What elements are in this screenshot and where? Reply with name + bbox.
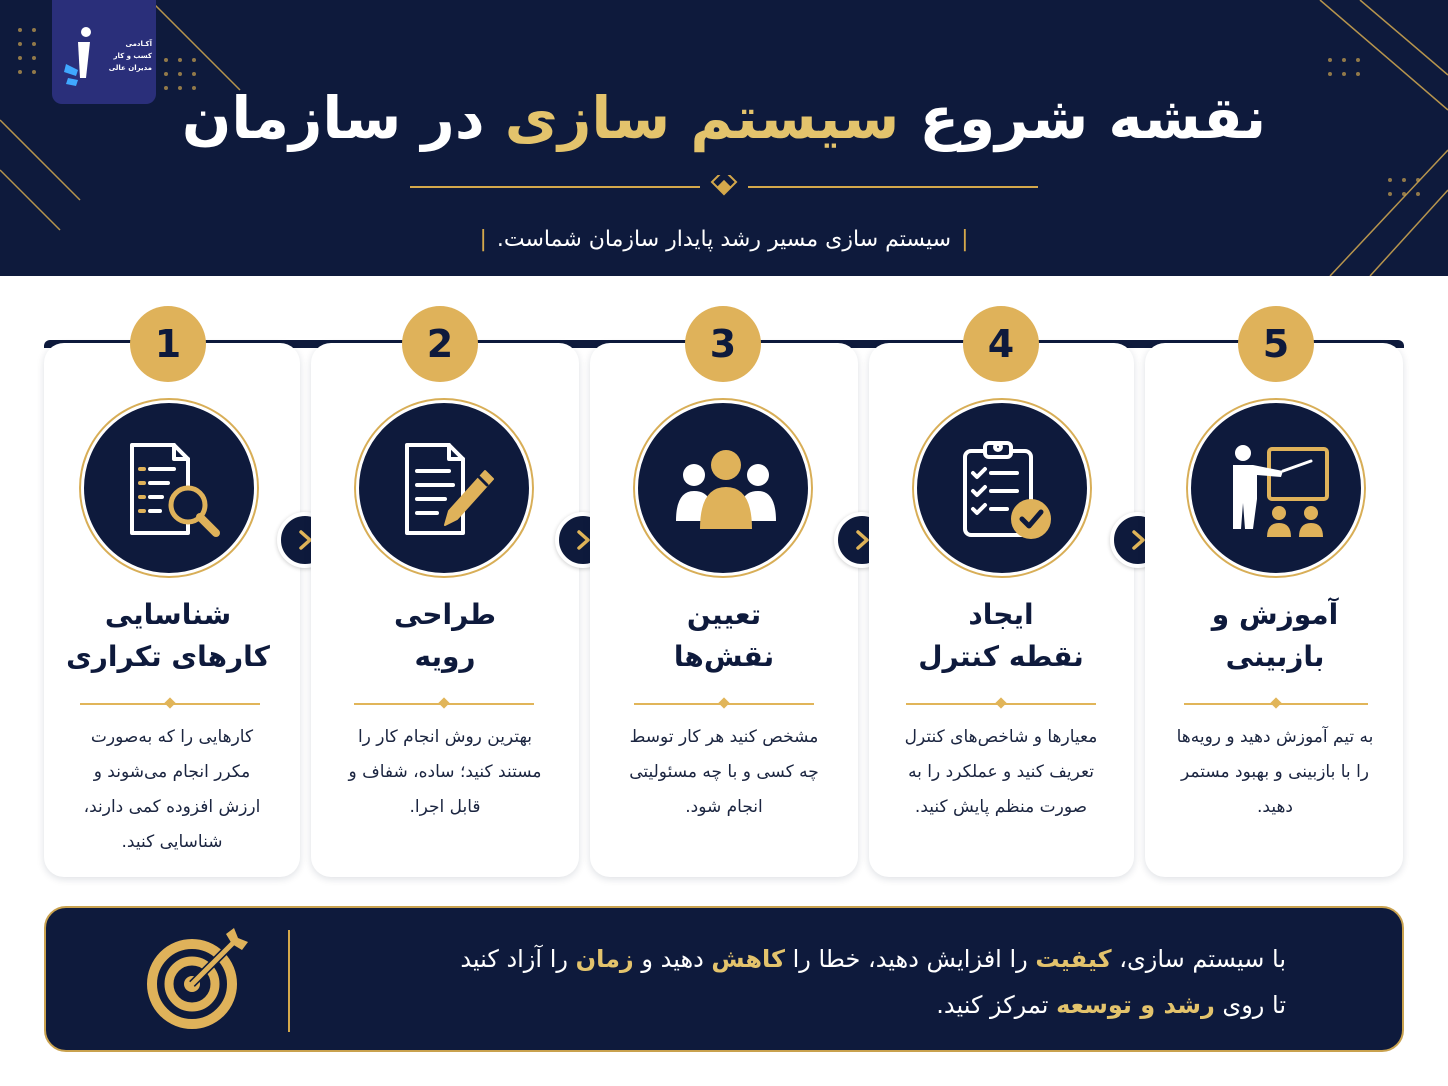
title-highlight: سیستم سازی [504,84,900,152]
step-divider-5 [1184,703,1368,705]
step-divider-3 [634,703,814,705]
summary-text-4: را آزاد کنید [460,945,576,973]
step-title-1-line-2: کارهای تکراری [66,640,270,673]
logo-line-2: کسب و کار [113,52,152,60]
step-title-4 [881,594,1121,678]
step-number-4: 4 [963,306,1039,382]
document-pencil-icon [397,441,497,541]
step-icon-circle-4 [914,400,1090,576]
team-roles-icon [676,441,776,541]
step-description-5: به تیم آموزش دهید و رویه‌ها را با بازبینی و بهبود مستمر دهید. [1176,727,1374,817]
summary-text-3: دهید و [633,945,712,973]
document-search-icon [122,441,222,541]
step-description-4: معیارها و شاخص‌های کنترل تعریف کنید و عملکرد را به صورت منظم پایش کنید. [904,727,1098,817]
step-icon-circle-2 [356,400,532,576]
summary-text-6: تمرکز کنید. [936,991,1057,1019]
highlight-quality: کیفیت [1035,945,1112,973]
step-title-3-line-1: تعیین [686,598,762,631]
step-number-2: 2 [402,306,478,382]
highlight-growth: رشد و توسعه [1056,991,1215,1019]
step-title-1-line-1: شناسایی [104,598,232,631]
logo-line-3: مدیران عالی [108,64,152,72]
step-divider-1 [80,703,260,705]
step-title-5 [1155,594,1395,678]
step-description-3: مشخص کنید هر کار توسط چه کسی و با چه مسئولیتی انجام شود. [629,727,819,817]
step-title-3-line-2: نقش‌ها [673,640,775,673]
title-part-2: در سازمان [181,84,485,152]
subtitle-bar-left: | [479,227,487,252]
summary-divider [288,930,290,1032]
step-title-1 [48,594,288,678]
highlight-reduce: کاهش [711,945,785,973]
step-divider-2 [354,703,534,705]
subtitle-bar-right: | [961,227,969,252]
step-icon-circle-1 [81,400,257,576]
step-number-1: 1 [130,306,206,382]
step-icon-circle-3 [635,400,811,576]
step-description-2: بهترین روش انجام کار را مستند کنید؛ ساده، شفاف و قابل اجرا. [348,727,542,817]
summary-banner [44,906,1404,1052]
page-title [0,68,1448,168]
step-number-5: 5 [1238,306,1314,382]
step-title-2 [325,594,565,678]
subtitle-text: سیستم سازی مسیر رشد پایدار سازمان شماست. [496,227,952,252]
step-description-1: کارهایی را که به‌صورت مکرر انجام می‌شوند و ارزش افزوده کمی دارند، شناسایی کنید. [83,727,261,852]
summary-text-5: تا روی [1214,991,1286,1019]
summary-line-2 [326,982,1286,1028]
step-title-2-line-2: رویه [414,640,476,673]
title-part-1: نقشه شروع [919,84,1267,152]
summary-line-1 [326,936,1286,982]
step-title-3 [604,594,844,678]
step-icon-circle-5 [1188,400,1364,576]
title-divider [410,175,1038,199]
summary-text-1: با سیستم سازی، [1111,945,1286,973]
step-title-5-line-2: بازبینی [1225,640,1325,673]
step-title-4-line-1: ایجاد [968,598,1034,631]
step-title-5-line-1: آموزش و [1211,598,1339,631]
logo-line-1: آکـادمی [125,40,152,48]
step-title-4-line-2: نقطه کنترل [918,640,1084,673]
summary-text-2: را افزایش دهید، خطا را [784,945,1036,973]
step-number-3: 3 [685,306,761,382]
clipboard-check-icon [955,441,1055,541]
step-title-2-line-1: طراحی [394,598,496,631]
summary-text [326,936,1286,1028]
target-icon [146,926,250,1030]
step-divider-4 [906,703,1096,705]
page-subtitle [0,222,1448,258]
header-banner [0,0,1448,276]
training-board-icon [1229,441,1329,541]
highlight-time: زمان [575,945,634,973]
